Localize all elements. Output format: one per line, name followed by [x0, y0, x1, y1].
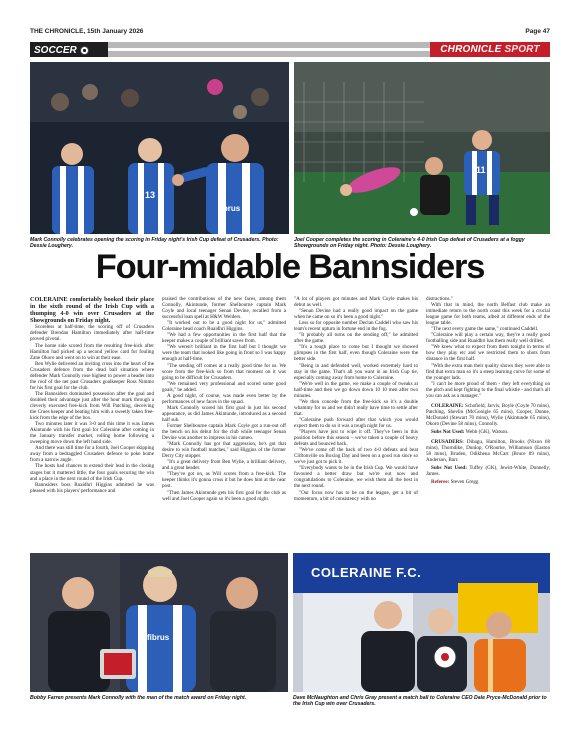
band-stripe [108, 42, 430, 57]
caption-top-right: Joel Cooper completes the scoring in Coleraine's 4-0 Irish Cup defeat of Crusaders at a foggy Showgrounds on Friday night. Photo: Dessie Loughery. [294, 237, 525, 250]
celebration-illustration [30, 62, 289, 234]
article-paragraph: "Senan Devine had a really good impact on the game when he came on so it's been a good night." [294, 308, 418, 321]
article-column-3 [294, 296, 418, 548]
article-column-1 [30, 296, 154, 548]
article-paragraph: Two minutes later it was 3-0 and this time it was James Akintunde with his first goal for Coleraine after coming in the January transfer market, rolling home following a sweeping move down the left hand side. [30, 421, 154, 446]
article-paragraph: "Coleraine push forward after that which you would expect them to do so it was a tough night for us. [294, 416, 418, 429]
page-number: Page 47 [525, 28, 550, 35]
article-paragraph: "We've come off the back of two 4-0 defeats and beat Cliftonville on Boxing Day and been on a good run since so we've just got to pick it. [294, 447, 418, 466]
article-paragraph: "The sending off comes at a really good time for us. We score from the free-kick so from that moment on it was going to be difficult for Crusaders. [162, 362, 286, 381]
article-paragraph: "We had a few opportunities in the first half that the keeper makes a couple of brilliant saves from. [162, 332, 286, 345]
headline: Four-midable Bannsiders [95, 248, 485, 286]
article-paragraph: "Then James Akintunde gets his first goal for the club as well and Joel Cooper again so it's been a good night. [162, 489, 286, 502]
soccer-label: SOCCER [30, 42, 108, 57]
lineup-coleraine-subs: Subs Not Used: Webb (GK), Watson. [431, 428, 509, 435]
photo-cooper-goal [294, 62, 550, 234]
chronicle-sport-label: CHRONICLE SPORT [430, 42, 550, 57]
article-body [30, 296, 550, 548]
football-icon [80, 46, 89, 55]
article-paragraph: "Players have just to wipe it off. They've been in this position before this season – we've taken a couple of heavy defeats and bounced back. [294, 429, 418, 448]
article-paragraph: "I can't be more proud of them - they left everything on the pitch and kept fighting to the final whistle - and that's all you can ask as a manager." [426, 380, 550, 399]
caption-top-left: Mark Connolly celebrates opening the scoring in Friday night's Irish Cup defeat of Crusaders. Photo: Dessie Loughery. [30, 237, 279, 250]
caption-bottom-left: Bobby Farren presents Mark Connolly with the man of the match award on Friday night. [30, 695, 247, 701]
article-paragraph: "It's a great delivery from Ben Wylie, a brilliant delivery, and a great header. [162, 459, 286, 472]
article-paragraph: "Being in and defended well, worked extremely hard to stay in the game. That's all you want in an Irish Cup tie, especially coming away from home to Coleraine. [294, 362, 418, 381]
caption-bottom-right: Dave McNaughton and Chris Gray present a match ball to Coleraine CEO Dale Pryce-McDonald prior to the Irish Cup win over Crusaders. [293, 695, 547, 708]
sponsor-text: fibrus [218, 204, 241, 213]
article-paragraph: With that in mind, the north Belfast club make an immediate return to the north coast this week for a crucial league game for both teams, albeit at different ends of the league table. [426, 302, 550, 327]
article-paragraph: "We weren't brilliant in the first half but I thought we were the team that looked like going in front so I was happy enough at half-time. [162, 344, 286, 363]
article-paragraph: Ben Wylie delivered an inviting cross into the heart of the Crusaders defence from the dead ball situation where defender Mark Connolly rose highest to power a header into the roof of the net past Crusaders goalkeeper Ross Nimmo for his first goal for the club. [30, 360, 154, 391]
shirt-number: 13 [145, 190, 156, 200]
article-paragraph: Less so for opposite number Declan Caddell who saw his team's recent upturn in fortune end in the fog. [294, 320, 418, 333]
article-paragraph: "It's a tough place to come but I thought we showed glimpses in the first half, even though Coleraine were the better side. [294, 344, 418, 363]
sponsor-text: fibrus [147, 633, 170, 642]
article-paragraph: "Everybody wants to be in the Irish Cup. We would have favoured a better draw but we're out now and congratulations to Coleraine, we wish them all the best in the next round. [294, 465, 418, 490]
article-paragraph: Former Shelbourne captain Mark Coyle got a run-out off the bench on his debut for the club while teenager Senan Devine was another to impress in his cameo. [162, 422, 286, 442]
banner-text: COLERAINE F.C. [311, 565, 422, 580]
photo-man-of-match-award [30, 553, 288, 692]
article-lead: COLERAINE comfortably booked their place in the sixth round of the Irish Cup with a thumping 4-0 win over Crusaders at the Showgrounds on Friday night. [30, 296, 154, 325]
photo-match-ball-presentation [293, 553, 550, 692]
article-paragraph: "We then concede from the free-kick so it's a double whammy for us and we didn't really have time to settle after that. [294, 398, 418, 417]
article-paragraph: Mark Connolly scored his first goal in just his second appearance, as did James Akintunde, introduced as a second half sub. [162, 404, 286, 423]
article-paragraph: "Our focus now has to be on the league, get a bit of momentum, a bit of consistency with no [294, 489, 418, 502]
article-paragraph: The Bannsiders dominated possession after the goal and doubled their advantage just after the hour mark through a cleverly executed free-kick from Will Patching, deceiving the Crues keeper and beating him with a sweetly taken free-kick from the edge of the box. [30, 390, 154, 422]
article-paragraph: "We're well in the game, we make a couple of tweaks at half-time and then we go down down 10 10 men after two minutes. [294, 380, 418, 399]
article-paragraph: "Coleraine will play a certain way, they're a really good footballing side and Ruaidhri has them really well drilled. [426, 332, 550, 345]
article-paragraph: "A lot of players got minutes and Mark Coyle makes his debut as well. [294, 296, 418, 309]
shirt-number: 11 [476, 165, 486, 175]
lineup-crusaders: CRUSADERS: Dibagu, Hamilton, Brooks (Nixon 68 mins), Thorndike, Dunlop, O'Rourke, Williamson (Easton 58 mins), Bruden, Odikhena McCart (Bruce 89 mins), Anderson, Barr. [426, 439, 550, 464]
article-paragraph: "Mark Connolly has got that aggression, he's got that desire to win football matches," said Higgins of the former Derry City stopper. [162, 441, 286, 460]
section-band [30, 42, 550, 57]
lineup-crusaders-subs: Subs Not Used: Tuffey (GK), Jewitt-White, Donnelly, James. [426, 465, 550, 478]
goal-illustration [294, 62, 550, 234]
article-paragraph: Bannsiders boss Ruaidhri Higgins admitted he was pleased with his players' performance and [30, 481, 154, 494]
article-paragraph: A good night, of course, was made even better by the performances of new faces in the squad. [162, 392, 286, 405]
article-paragraph: "The next every game the same," continued Caddell. [431, 326, 539, 333]
article-paragraph: And there was still time for a fourth, Joel Cooper skipping away from a bedraggled Crusaders defence to poke home from a narrow angle. [30, 445, 154, 464]
article-paragraph: "We knew what to expect from them tonight in terms of how they play etc and we restricted them to shots from distance in the first half. [426, 344, 550, 363]
article-paragraph: "We remained very professional and scored some good goals," he added. [162, 380, 286, 393]
article-column-2 [162, 296, 286, 548]
photo-connolly-celebration [30, 62, 289, 234]
award-illustration [30, 553, 288, 692]
article-paragraph: "With the extra man their quality shows they were able to find that extra man so it's a steep learning curve for some of the younger lads. [426, 362, 550, 381]
newspaper-date: THE CHRONICLE, 15th January 2026 [30, 28, 144, 35]
article-paragraph: Scoreless at half-time, the scoring off of Crusaders defender Brendan Hamilton immediately after half-time proved pivotal. [30, 324, 154, 343]
article-column-4 [426, 296, 550, 548]
lineup-coleraine: COLERAINE: Schofield, Jarvis, Boyle (Coyle 70 mins), Patching, Shevlin (McGonigle 65 mins), Cooper, Dunne, McDonald (Stewart 70 mins), Wylie (Akintunde 65 mins), Okoro (Devine 58 mins), Connolly. [426, 402, 550, 427]
article-paragraph: distractions." [426, 296, 453, 302]
article-paragraph: "It worked out to be a good night for us," admitted Coleraine head coach Ruaidhri Higgins. [162, 320, 286, 333]
article-paragraph: praised the contributions of the new faces, among them Connolly, Akintunde, former Shelbourne captain Mark Coyle and local teenager Senan Devine, recalled from a successful loan spell at H&W Welders. [162, 296, 286, 321]
referee-line: Referee: Steven Gregg [431, 479, 479, 486]
article-paragraph: "It probably all turns on the sending off," he admitted after the game. [294, 332, 418, 345]
article-paragraph: The home side scored from the resulting free-kick after Hamilton had picked up a second yellow card for fouling Zane Okoro and went on to win at their ease. [30, 342, 154, 361]
page-header [30, 28, 550, 38]
article-paragraph: "They've got on, as Will scores from a free-kick. The keeper thinks it's gonna cross it but he does him at the near post. [162, 471, 286, 490]
article-paragraph: The hosts had chances to extend their lead in the closing stages but it mattered little, the four goals securing the win and a place in the next round of the Irish Cup. [30, 463, 154, 482]
